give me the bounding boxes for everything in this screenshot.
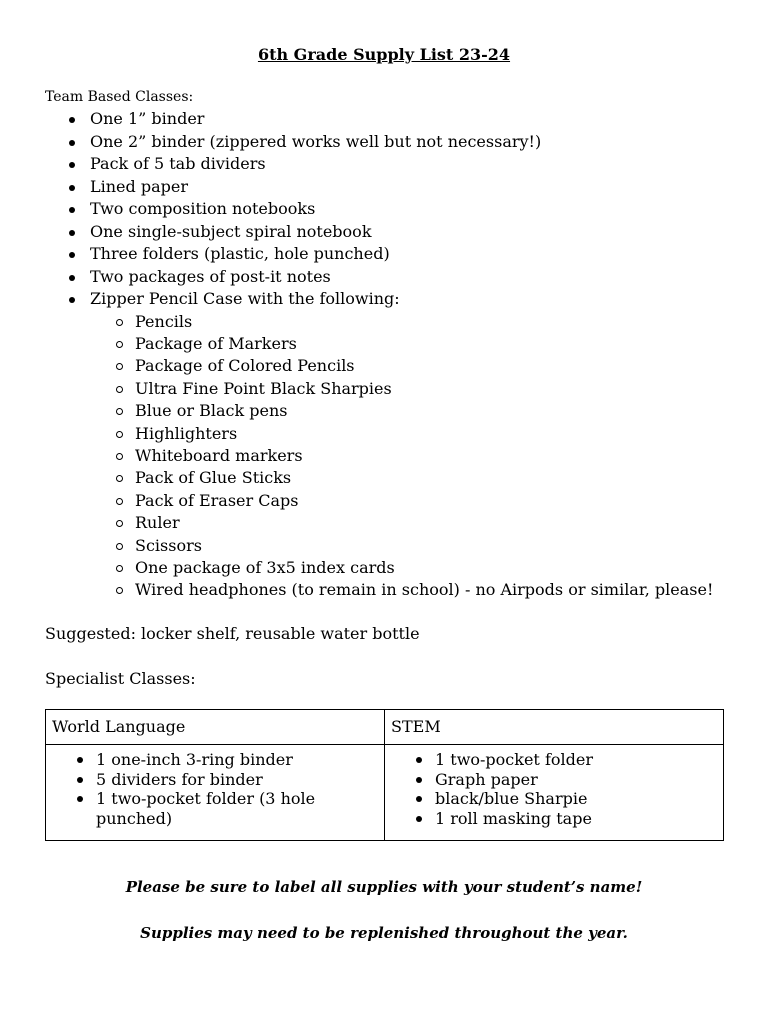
- table-row: [46, 745, 724, 841]
- sub-list-item: Scissors: [135, 535, 713, 557]
- sub-list-item: Pack of Eraser Caps: [135, 490, 713, 512]
- list-item: Pack of 5 tab dividers: [90, 153, 713, 176]
- table-header-row: [46, 710, 724, 745]
- list-item: Lined paper: [90, 176, 713, 199]
- specialist-classes-label: Specialist Classes:: [45, 669, 196, 688]
- pencil-case-list: [90, 311, 713, 602]
- world-language-header: World Language: [46, 710, 385, 745]
- world-language-list: [52, 750, 378, 828]
- stem-list: [391, 750, 717, 828]
- page-title: 6th Grade Supply List 23-24: [257, 45, 511, 64]
- list-item: 1 two-pocket folder: [435, 750, 717, 770]
- sub-list-item: Wired headphones (to remain in school) - no Airpods or similar, please!: [135, 579, 713, 601]
- team-classes-label: Team Based Classes:: [45, 89, 194, 105]
- label-reminder-note: Please be sure to label all supplies with your student’s name!: [125, 878, 643, 896]
- sub-list-item: Ultra Fine Point Black Sharpies: [135, 378, 713, 400]
- suggested-items-text: Suggested: locker shelf, reusable water bottle: [45, 624, 420, 643]
- list-item: black/blue Sharpie: [435, 789, 717, 809]
- sub-list-item: Whiteboard markers: [135, 445, 713, 467]
- list-item: 5 dividers for binder: [96, 770, 378, 790]
- sub-list-item: Ruler: [135, 512, 713, 534]
- list-item: Two packages of post-it notes: [90, 266, 713, 289]
- list-item: 1 two-pocket folder (3 hole punched): [96, 789, 378, 828]
- list-item: One single-subject spiral notebook: [90, 221, 713, 244]
- stem-cell: [385, 745, 724, 841]
- sub-list-item: Package of Markers: [135, 333, 713, 355]
- sub-list-item: Highlighters: [135, 423, 713, 445]
- stem-header: STEM: [385, 710, 724, 745]
- list-item: Zipper Pencil Case with the following: Pencils Package of Markers Package of Colored Pencils Ultra Fine Point Black Sharpies Blue or Black pens Highlighters Whiteboard markers Pack of Glue Sticks Pack of Eraser Caps Ruler Scissors One package of 3x5 index cards Wired headphones (to remain in school) - no Airpods or similar, please!: [90, 288, 713, 602]
- sub-list-item: Package of Colored Pencils: [135, 355, 713, 377]
- sub-list-item: Blue or Black pens: [135, 400, 713, 422]
- team-supply-list: [45, 108, 713, 602]
- replenish-note: Supplies may need to be replenished throughout the year.: [140, 924, 628, 942]
- list-item: 1 roll masking tape: [435, 809, 717, 829]
- sub-list-item: One package of 3x5 index cards: [135, 557, 713, 579]
- list-item: Graph paper: [435, 770, 717, 790]
- world-language-cell: [46, 745, 385, 841]
- list-item: Three folders (plastic, hole punched): [90, 243, 713, 266]
- list-item: One 1” binder: [90, 108, 713, 131]
- list-item: Two composition notebooks: [90, 198, 713, 221]
- specialist-supply-table: [45, 709, 724, 841]
- list-item: 1 one-inch 3-ring binder: [96, 750, 378, 770]
- list-item: One 2” binder (zippered works well but not necessary!): [90, 131, 713, 154]
- sub-list-item: Pack of Glue Sticks: [135, 467, 713, 489]
- sub-list-item: Pencils: [135, 311, 713, 333]
